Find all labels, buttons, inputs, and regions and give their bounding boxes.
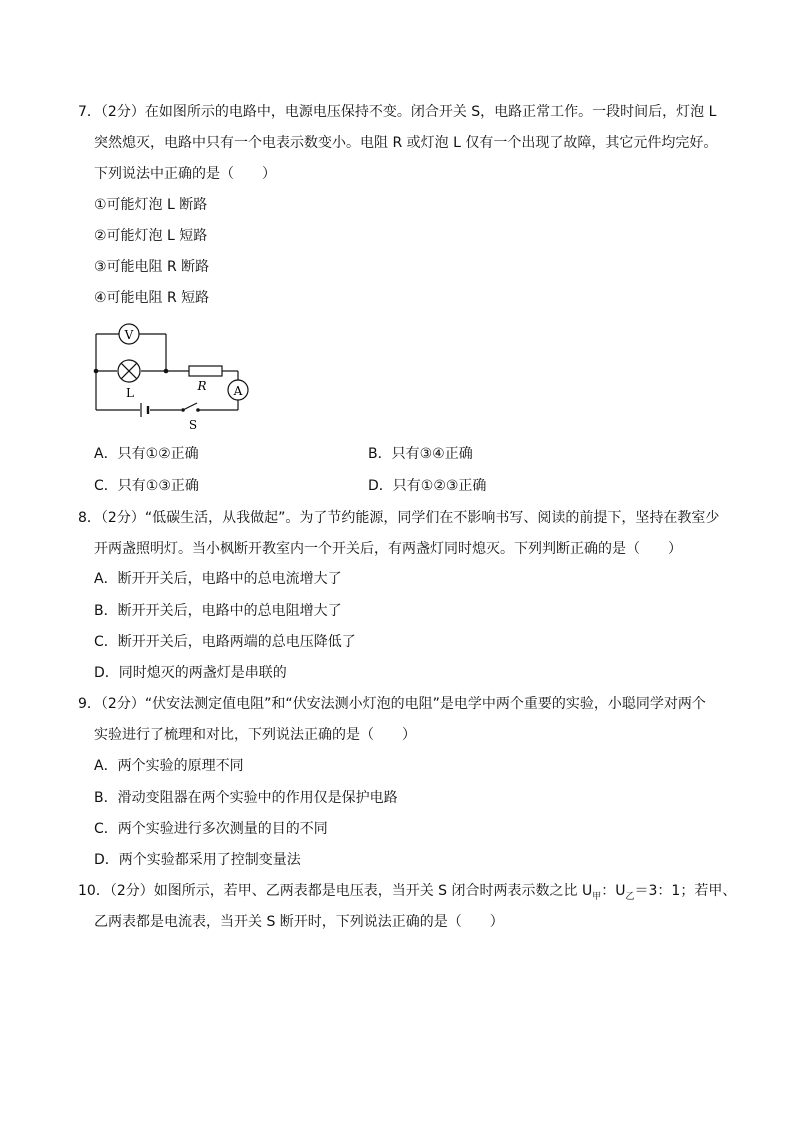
- resistor-icon: [189, 366, 222, 376]
- q7-option-b[interactable]: B．只有③④正确: [368, 446, 473, 462]
- q7-stem-line1: 7．（2分）在如图所示的电路中，电源电压保持不变。闭合开关 S，电路正常工作。一段时间后，灯泡 L: [78, 104, 717, 120]
- resistor-label: R: [197, 379, 207, 393]
- q10-stem-part2: ：U: [601, 883, 626, 899]
- lamp-icon: [118, 360, 140, 382]
- q7-stem-line3: 下列说法中正确的是（ ）: [94, 166, 276, 182]
- q10-stem-line1: [78, 881, 736, 903]
- q7-statement-1: ①可能灯泡 L 断路: [94, 197, 208, 213]
- q10-stem-part3: ＝3：1；若甲、: [634, 883, 737, 899]
- q8-option-c[interactable]: C．断开开关后，电路两端的总电压降低了: [94, 634, 356, 650]
- q8-option-a[interactable]: A．断开开关后，电路中的总电流增大了: [94, 571, 342, 587]
- q9-option-c[interactable]: C．两个实验进行多次测量的目的不同: [94, 821, 328, 837]
- q8-stem-line2: 开两盏照明灯。当小枫断开教室内一个开关后，有两盏灯同时熄灭。下列判断正确的是（ ）: [94, 541, 682, 557]
- circuit-diagram: [88, 320, 258, 432]
- q7-option-d[interactable]: D．只有①②③正确: [368, 478, 487, 494]
- q7-statement-4: ④可能电阻 R 短路: [94, 290, 210, 306]
- q8-option-d[interactable]: D．同时熄灭的两盏灯是串联的: [94, 665, 287, 681]
- q9-option-a[interactable]: A．两个实验的原理不同: [94, 758, 244, 774]
- q7-option-a[interactable]: A．只有①②正确: [94, 446, 199, 462]
- q9-option-b[interactable]: B．滑动变阻器在两个实验中的作用仅是保护电路: [94, 790, 398, 806]
- ammeter-label: A: [233, 384, 243, 398]
- voltmeter-label: V: [124, 328, 134, 342]
- switch-label: S: [188, 418, 198, 432]
- q9-stem-line2: 实验进行了梳理和对比，下列说法正确的是（ ）: [94, 727, 416, 743]
- q9-stem-line1: 9．（2分）“伏安法测定值电阻”和“伏安法测小灯泡的电阻”是电学中两个重要的实验，小聪同学对两个: [78, 696, 706, 712]
- q10-subscript-jia: 甲: [592, 892, 602, 902]
- battery-icon: [141, 403, 148, 417]
- q10-stem-part1: 10．（2分）如图所示，若甲、乙两表都是电压表，当开关 S 闭合时两表示数之比 U: [78, 883, 593, 899]
- q9-option-d[interactable]: D．两个实验都采用了控制变量法: [94, 852, 301, 868]
- q10-stem-line2: 乙两表都是电流表，当开关 S 断开时，下列说法正确的是（ ）: [94, 914, 504, 930]
- ammeter-icon: [228, 380, 248, 400]
- q7-stem-line2: 突然熄灭，电路中只有一个电表示数变小。电阻 R 或灯泡 L 仅有一个出现了故障，其它元件均完好。: [94, 135, 718, 151]
- q10-subscript-yi: 乙: [625, 892, 635, 902]
- q8-option-b[interactable]: B．断开开关后，电路中的总电阻增大了: [94, 603, 342, 619]
- q7-statement-3: ③可能电阻 R 断路: [94, 259, 210, 275]
- junction-dot-left: [94, 369, 99, 374]
- switch-icon: [181, 403, 200, 412]
- junction-dot-right: [164, 369, 169, 374]
- voltmeter-icon: [119, 324, 139, 344]
- q8-stem-line1: 8．（2分）“低碳生活，从我做起”。为了节约能源，同学们在不影响书写、阅读的前提下，坚持在教室少: [78, 510, 720, 526]
- lamp-label: L: [126, 386, 134, 400]
- q7-option-c[interactable]: C．只有①③正确: [94, 478, 199, 494]
- q7-statement-2: ②可能灯泡 L 短路: [94, 228, 208, 244]
